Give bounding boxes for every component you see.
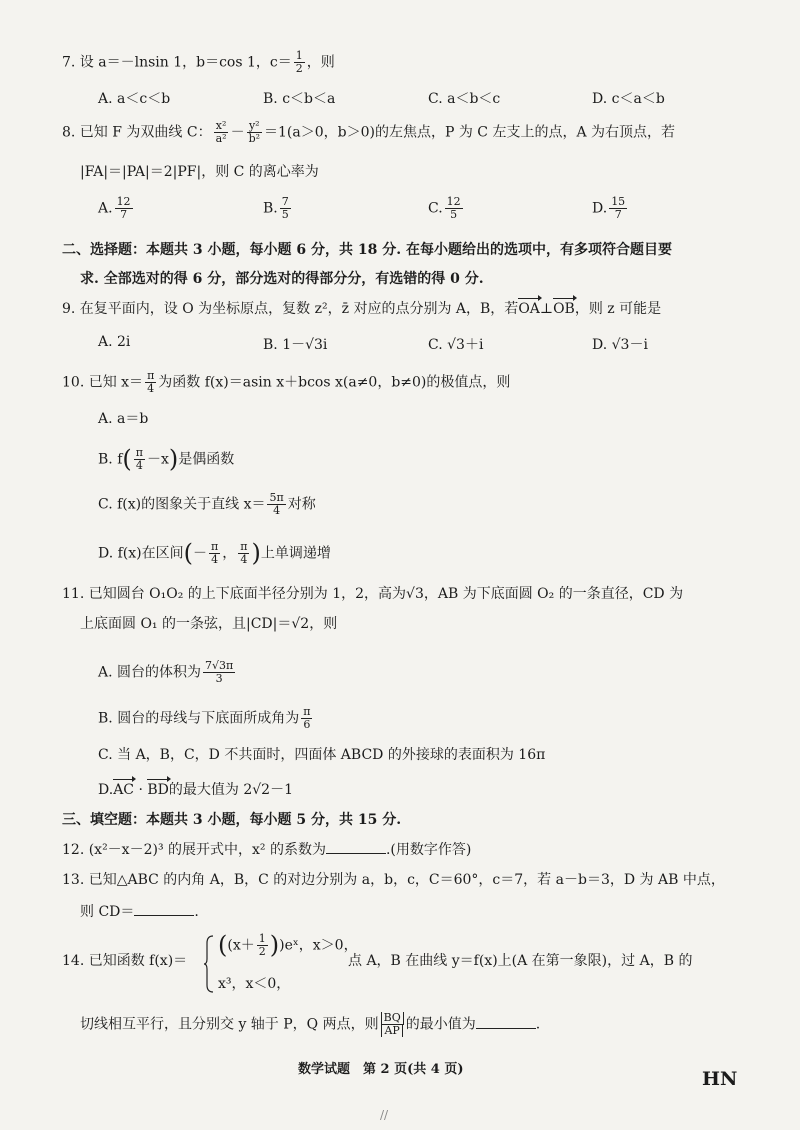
q10-option-d: D. f(x)在区间(－ $\frac{\pi}{4}$ ， $\frac{\pi}{4}$ )上单调递增 — [98, 539, 331, 567]
section-3-heading: 三、填空题：本题共 3 小题，每小题 5 分，共 15 分. — [62, 812, 402, 828]
q8-option-d: D. $\frac{15}{7}$ — [592, 195, 626, 222]
region-code: HN — [702, 1068, 738, 1090]
q11-option-b: B. 圆台的母线与下底面所成角为 $\frac{\pi}{6}$ — [98, 705, 311, 732]
q7-option-c: C. a＜b＜c — [428, 91, 501, 107]
q7-fraction: $\frac{1}{2}$ — [295, 49, 303, 76]
q10-option-a: A. a＝b — [98, 411, 149, 427]
q12-answer-blank[interactable] — [326, 840, 386, 854]
q8-option-a: A. $\frac{12}{7}$ — [98, 195, 131, 222]
q14-case-2: x³，x＜0， — [218, 976, 291, 992]
q13-stem-2: 则 CD＝ . — [80, 904, 199, 920]
q11-option-a: A. 圆台的体积为 $\frac{7√3\pi}{3}$ — [98, 659, 234, 686]
q14-answer-blank[interactable] — [476, 1015, 536, 1029]
q11-stem-1: 11. 已知圆台 O₁O₂ 的上下底面半径分别为 1，2，高为√3，AB 为下底面圆 O₂ 的一条直径，CD 为 — [62, 586, 684, 602]
q8-stem-2: |FA|＝|PA|＝2|PF|，则 C 的离心率为 — [80, 164, 319, 180]
piecewise-brace — [204, 935, 214, 993]
q10-option-b: B. f( $\frac{\pi}{4}$ －x)是偶函数 — [98, 445, 235, 473]
q7-option-d: D. c＜a＜b — [592, 91, 665, 107]
section-2-heading-cont: 求. 全部选对的得 6 分，部分选对的得部分分，有选错的得 0 分. — [80, 271, 484, 287]
q14-stem-2: 切线相互平行，且分别交 y 轴于 P，Q 两点，则 $\frac{BQ}{AP}$ 的最小值为 . — [80, 1011, 541, 1038]
q8-option-c: C. $\frac{12}{5}$ — [428, 195, 461, 222]
q11-option-c: C. 当 A，B，C，D 不共面时，四面体 ABCD 的外接球的表面积为 16π — [98, 747, 546, 763]
q9-stem: 9. 在复平面内，设 O 为坐标原点，复数 z²，z̄ 对应的点分别为 A，B，若OA⊥OB，则 z 可能是 — [62, 301, 662, 317]
q13-answer-blank[interactable] — [134, 902, 194, 916]
pencil-mark: // — [380, 1108, 389, 1122]
q7-option-b: B. c＜b＜a — [263, 91, 336, 107]
q8-stem-1: 8. 已知 F 为双曲线 C： $\frac{\text{x²}}{\text{a²}}$ － $\frac{\text{y²}}{\text{b²}}$ ＝1(a＞0，b＞0)的左焦点，P 为 C 左支上的点，A 为右顶点，若 — [62, 119, 676, 146]
q14-stem-post: 点 A，B 在曲线 y＝f(x)上(A 在第一象限)，过 A，B 的 — [348, 953, 693, 969]
q13-stem-1: 13. 已知△ABC 的内角 A，B，C 的对边分别为 a，b，c，C＝60°，c＝7，若 a－b＝3，D 为 AB 中点， — [62, 872, 725, 888]
q9-option-d: D. √3－i — [592, 337, 648, 353]
q14-case-1: ((x＋ $\frac{1}{2}$ ))eˣ，x＞0， — [218, 931, 358, 959]
q9-option-c: C. √3＋i — [428, 337, 484, 353]
q8-option-b: B. $\frac{7}{5}$ — [263, 195, 289, 222]
q14-stem-pre: 14. 已知函数 f(x)＝ — [62, 953, 188, 969]
q11-stem-2: 上底面圆 O₁ 的一条弦，且|CD|＝√2，则 — [80, 616, 338, 632]
q12-stem: 12. (x²－x－2)³ 的展开式中，x² 的系数为 .(用数字作答) — [62, 842, 472, 858]
q10-option-c: C. f(x)的图象关于直线 x＝ $\frac{5\pi}{4}$ 对称 — [98, 491, 316, 518]
q10-stem: 10. 已知 x＝ $\frac{\pi}{4}$ 为函数 f(x)＝asin x＋bcos x(a≠0，b≠0)的极值点，则 — [62, 369, 511, 396]
q7-stem: 7. 设 a＝－lnsin 1，b＝cos 1，c＝ $\frac{1}{2}$ ，则 — [62, 49, 335, 76]
page-footer: 数学试题 第 2 页(共 4 页) — [298, 1062, 464, 1077]
q9-option-b: B. 1－√3i — [263, 337, 328, 353]
q7-option-a: A. a＜c＜b — [98, 91, 171, 107]
section-2-heading: 二、选择题：本题共 3 小题，每小题 6 分，共 18 分. 在每小题给出的选项中，有多项符合题目要 — [62, 242, 672, 258]
q11-option-d: D.AC · BD的最大值为 2√2－1 — [98, 782, 293, 798]
q9-option-a: A. 2i — [98, 334, 131, 350]
